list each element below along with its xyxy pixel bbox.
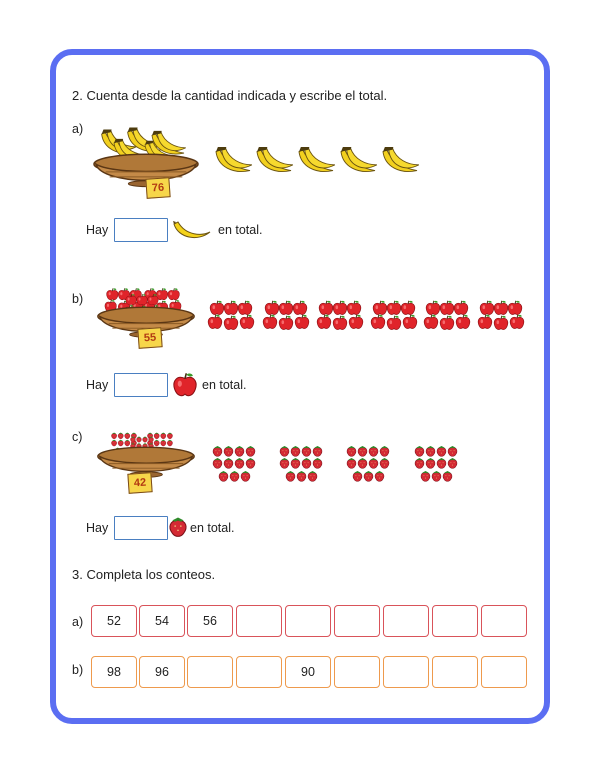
apple-icon bbox=[172, 370, 198, 400]
strawberry-group-4 bbox=[414, 445, 460, 487]
apple-group-5 bbox=[423, 298, 473, 336]
apple-basket-count-tag: 55 bbox=[137, 327, 162, 349]
apple-group-4 bbox=[370, 298, 420, 336]
banana-group-2 bbox=[253, 146, 297, 182]
apple-group-6 bbox=[477, 298, 527, 336]
item-c-letter: c) bbox=[72, 430, 83, 444]
strawberry-icon bbox=[168, 515, 188, 540]
apple-group-3 bbox=[316, 298, 366, 336]
count-cell[interactable] bbox=[432, 656, 478, 688]
count-cell[interactable] bbox=[383, 656, 429, 688]
count-cell[interactable] bbox=[481, 605, 527, 637]
section-3-title: 3. Completa los conteos. bbox=[72, 567, 216, 582]
banana-basket-count-tag: 76 bbox=[145, 177, 170, 199]
row-b-letter: b) bbox=[72, 663, 84, 677]
item-c-hay-label: Hay bbox=[86, 521, 109, 535]
count-cell[interactable] bbox=[334, 656, 380, 688]
apple-group-2 bbox=[262, 298, 312, 336]
count-cell[interactable] bbox=[236, 656, 282, 688]
count-cell[interactable]: 90 bbox=[285, 656, 331, 688]
count-cell[interactable]: 96 bbox=[139, 656, 185, 688]
item-c-suffix: en total. bbox=[190, 521, 235, 535]
count-cell[interactable]: 98 bbox=[91, 656, 137, 688]
item-c-answer-box[interactable] bbox=[114, 516, 168, 540]
count-cell[interactable] bbox=[236, 605, 282, 637]
count-cell[interactable]: 56 bbox=[187, 605, 233, 637]
count-cell[interactable] bbox=[481, 656, 527, 688]
banana-group-3 bbox=[295, 146, 339, 182]
item-b-letter: b) bbox=[72, 292, 84, 306]
count-cell[interactable] bbox=[432, 605, 478, 637]
apple-group-1 bbox=[207, 298, 257, 336]
item-b-suffix: en total. bbox=[202, 378, 247, 392]
item-a-answer-box[interactable] bbox=[114, 218, 168, 242]
item-a-suffix: en total. bbox=[218, 223, 263, 237]
strawberry-group-2 bbox=[279, 445, 325, 487]
banana-group-1 bbox=[212, 146, 256, 182]
item-a-hay-label: Hay bbox=[86, 223, 109, 237]
item-b-answer-box[interactable] bbox=[114, 373, 168, 397]
count-cell[interactable] bbox=[334, 605, 380, 637]
section-2-title: 2. Cuenta desde la cantidad indicada y escribe el total. bbox=[72, 88, 388, 103]
strawberry-group-1 bbox=[212, 445, 258, 487]
banana-group-4 bbox=[337, 146, 381, 182]
item-b-hay-label: Hay bbox=[86, 378, 109, 392]
banana-group-5 bbox=[379, 146, 423, 182]
item-a-letter: a) bbox=[72, 122, 84, 136]
row-a-letter: a) bbox=[72, 615, 84, 629]
count-cell[interactable] bbox=[383, 605, 429, 637]
count-cell[interactable] bbox=[187, 656, 233, 688]
strawberry-basket-count-tag: 42 bbox=[127, 472, 152, 494]
count-cell[interactable] bbox=[285, 605, 331, 637]
count-cell[interactable]: 54 bbox=[139, 605, 185, 637]
banana-icon bbox=[172, 218, 214, 244]
count-cell[interactable]: 52 bbox=[91, 605, 137, 637]
strawberry-group-3 bbox=[346, 445, 392, 487]
